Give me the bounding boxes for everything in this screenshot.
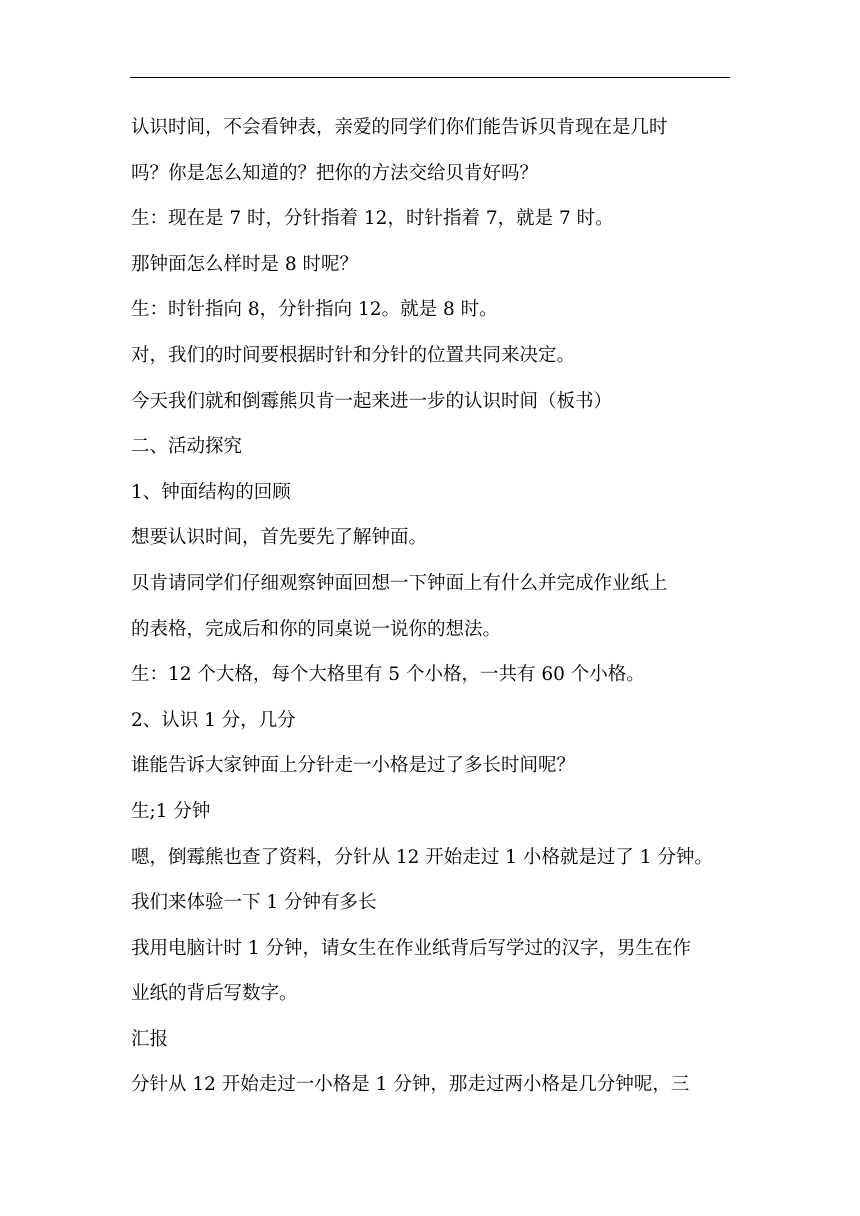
subsection-heading: 2、认识 1 分，几分: [131, 709, 296, 731]
text-line: 的表格，完成后和你的同桌说一说你的想法。: [131, 618, 502, 640]
text-line: 那钟面怎么样时是 8 时呢？: [131, 253, 359, 275]
text-line: 贝肯请同学们仔细观察钟面回想一下钟面上有什么并完成作业纸上: [131, 572, 668, 594]
text-line: 分针从 12 开始走过一小格是 1 分钟，那走过两小格是几分钟呢，三: [131, 1074, 690, 1096]
text-line: 对，我们的时间要根据时针和分针的位置共同来决定。: [131, 344, 576, 366]
text-line: 生：12 个大格，每个大格里有 5 个小格，一共有 60 个小格。: [131, 664, 645, 686]
text-line: 认识时间，不会看钟表，亲爱的同学们你们能告诉贝肯现在是几时: [131, 117, 668, 138]
text-line: 我用电脑计时 1 分钟，请女生在作业纸背后写学过的汉字，男生在作: [131, 937, 692, 959]
subsection-heading: 1、钟面结构的回顾: [131, 481, 291, 503]
text-line: 生：时针指向 8，分针指向 12。就是 8 时。: [131, 299, 498, 321]
text-line: 吗？你是怎么知道的？把你的方法交给贝肯好吗？: [131, 162, 539, 184]
text-line: 我们来体验一下 1 分钟有多长: [131, 892, 377, 914]
text-line: 业纸的背后写数字。: [131, 983, 298, 1005]
document-body: [131, 105, 735, 1108]
text-line: 生;1 分钟: [131, 800, 211, 822]
text-line: 谁能告诉大家钟面上分针走一小格是过了多长时间呢？: [131, 755, 576, 777]
text-line: 想要认识时间，首先要先了解钟面。: [131, 527, 428, 549]
text-line: 生：现在是 7 时，分针指着 12，时针指着 7，就是 7 时。: [131, 208, 614, 230]
text-line: 汇报: [131, 1028, 169, 1050]
header-rule: [130, 77, 730, 78]
section-heading: 二、活动探究: [131, 436, 243, 458]
text-line: 嗯，倒霉熊也查了资料，分针从 12 开始走过 1 小格就是过了 1 分钟。: [131, 846, 713, 868]
text-line: 今天我们就和倒霉熊贝肯一起来进一步的认识时间（板书）: [131, 390, 613, 412]
